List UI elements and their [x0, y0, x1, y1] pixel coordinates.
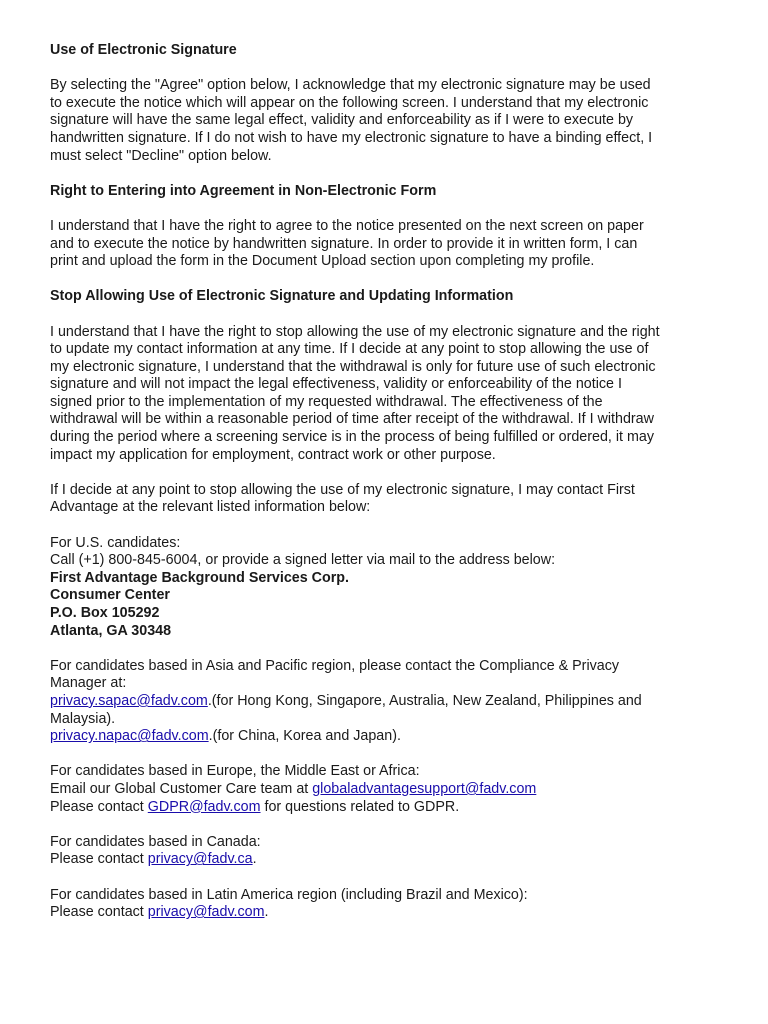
emea-contact-intro: Please contact — [50, 798, 148, 815]
latam-contact-intro: Please contact — [50, 904, 148, 921]
emea-gdpr-note: for questions related to GDPR. — [260, 798, 460, 815]
canada-contact-line — [50, 851, 660, 869]
latam-candidates-block — [50, 887, 660, 922]
paragraph-stop-allowing-use: I understand that I have the right to stop allowing the use of my electronic signature and the right to update my contact information at any time. If I decide at any point to stop allowing the use of my electronic signature, I understand that the withdrawal is only for future use of such electronic signature and will not impact the legal effectiveness, validity or enforceability of the notice I signed prior to the implementation of my requested withdrawal. The effectiveness of the withdrawal will be within a reasonable period of time after receipt of the withdrawal. If I withdraw during the period where a screening service is in the process of being fulfilled or ordered, it may impact my application for employment, contract work or other purpose. — [50, 323, 660, 463]
email-link-privacy-sapac[interactable]: privacy.sapac@fadv.com — [50, 692, 208, 709]
apac-note-2: .(for China, Korea and Japan). — [208, 728, 401, 745]
address-po-box: P.O. Box 105292 — [50, 605, 160, 621]
apac-line-1 — [50, 693, 660, 728]
apac-line-2 — [50, 728, 660, 746]
emea-gdpr-line — [50, 799, 660, 817]
paragraph-non-electronic-form: I understand that I have the right to agree to the notice presented on the next screen on paper and to execute the notice by handwritten signature. In order to provide it in written form, I can print and upload the form in the Document Upload section upon completing my profile. — [50, 217, 644, 270]
us-call-info: Call (+1) 800-845-6004, or provide a signed letter via mail to the address below: — [50, 552, 556, 569]
heading-stop-allowing-use: Stop Allowing Use of Electronic Signature and Updating Information — [50, 288, 514, 305]
apac-note-1: .(for Hong Kong, Singapore, Australia, New Zealand, Philippines and Malaysia). — [50, 692, 642, 727]
paragraph-contact-intro: If I decide at any point to stop allowing the use of my electronic signature, I may contact First Advantage at the relevant listed information below: — [50, 481, 635, 516]
email-link-privacy-latam[interactable]: privacy@fadv.com — [147, 904, 265, 921]
email-link-gdpr[interactable]: GDPR@fadv.com — [147, 798, 261, 815]
heading-non-electronic-form: Right to Entering into Agreement in Non-Electronic Form — [50, 182, 437, 199]
canada-candidates-block — [50, 834, 660, 869]
apac-candidates-block — [50, 658, 660, 746]
heading-use-of-electronic-signature: Use of Electronic Signature — [50, 42, 237, 58]
us-candidates-label: For U.S. candidates: — [50, 534, 181, 551]
us-candidates-block — [50, 535, 660, 641]
email-link-privacy-canada[interactable]: privacy@fadv.ca — [147, 851, 253, 868]
paragraph-electronic-signature: By selecting the "Agree" option below, I acknowledge that my electronic signature may be used to execute the notice which will appear on the following screen. I understand that my electronic signature will have the same legal effect, validity and enforceability as if I were to execute by handwritten signature. If I do not wish to have my electronic signature to have a binding effect, I must select "Decline" option below. — [50, 77, 653, 164]
email-link-privacy-napac[interactable]: privacy.napac@fadv.com — [50, 728, 209, 745]
latam-label: For candidates based in Latin America region (including Brazil and Mexico): — [50, 886, 528, 903]
emea-candidates-block — [50, 763, 660, 816]
emea-label: For candidates based in Europe, the Middle East or Africa: — [50, 763, 420, 780]
emea-email-line — [50, 781, 660, 799]
address-city: Atlanta, GA 30348 — [50, 622, 172, 639]
apac-label: For candidates based in Asia and Pacific region, please contact the Compliance & Privacy Manager at: — [50, 657, 620, 692]
canada-suffix: . — [252, 851, 257, 868]
emea-email-intro: Email our Global Customer Care team at — [50, 780, 313, 797]
address-company: First Advantage Background Services Corp. — [50, 569, 349, 586]
latam-contact-line — [50, 904, 660, 922]
latam-suffix: . — [264, 904, 269, 921]
address-department: Consumer Center — [50, 587, 170, 604]
canada-contact-intro: Please contact — [50, 851, 148, 868]
document-page — [50, 42, 660, 922]
canada-label: For candidates based in Canada: — [50, 833, 261, 850]
email-link-global-support[interactable]: globaladvantagesupport@fadv.com — [312, 780, 537, 797]
